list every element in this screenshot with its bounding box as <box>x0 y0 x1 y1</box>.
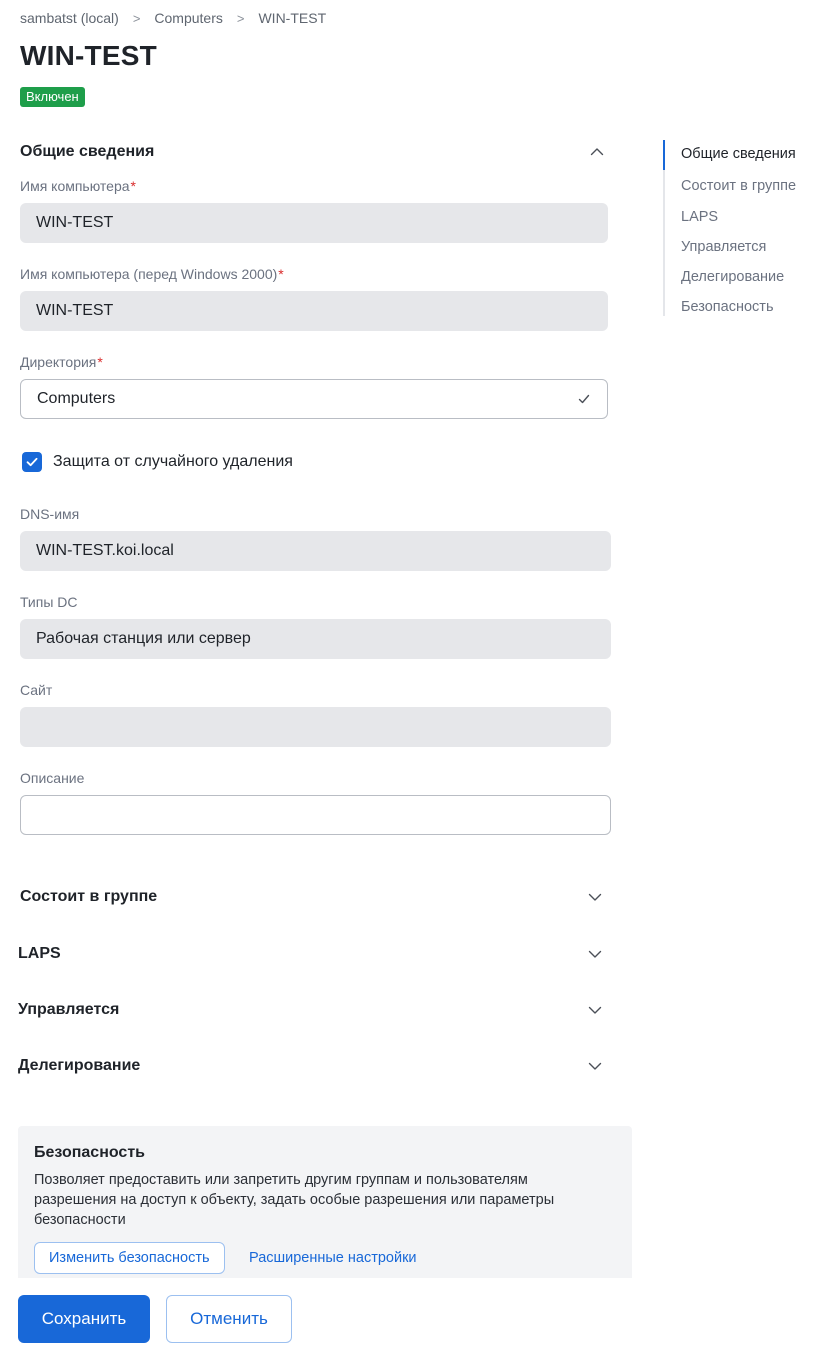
dc-types-field[interactable]: Рабочая станция или сервер <box>20 619 611 659</box>
section-managed-by-title: Управляется <box>18 1001 120 1018</box>
save-button[interactable]: Сохранить <box>18 1295 150 1343</box>
section-managed-by-header[interactable] <box>18 998 602 1022</box>
dc-types-label: Типы DC <box>20 594 78 610</box>
toc-item-delegation[interactable]: Делегирование <box>681 269 785 285</box>
dns-name-field[interactable]: WIN-TEST.koi.local <box>20 531 611 571</box>
checkmark-icon <box>25 455 39 469</box>
section-member-of-title: Состоит в группе <box>20 888 158 905</box>
breadcrumb-item-computers[interactable]: Computers <box>154 10 223 26</box>
change-security-button[interactable]: Изменить безопасность <box>34 1242 225 1274</box>
toc-item-member-of[interactable]: Состоит в группе <box>681 178 797 194</box>
toc-item-security[interactable]: Безопасность <box>681 299 774 315</box>
section-general-title: Общие сведения <box>20 143 155 160</box>
security-panel <box>18 1126 632 1278</box>
security-title: Безопасность <box>34 1144 145 1161</box>
section-general-header[interactable] <box>20 140 604 164</box>
section-delegation-title: Делегирование <box>18 1057 141 1074</box>
chevron-down-icon <box>588 890 602 904</box>
chevron-up-icon <box>590 145 604 159</box>
required-marker: * <box>97 354 103 370</box>
section-delegation-header[interactable] <box>18 1054 602 1078</box>
computer-name-field[interactable]: WIN-TEST <box>20 203 608 243</box>
site-label: Сайт <box>20 682 53 698</box>
breadcrumb-separator: > <box>236 10 245 26</box>
required-marker: * <box>130 178 136 194</box>
description-label: Описание <box>20 770 85 786</box>
breadcrumb-item-domain[interactable]: sambatst (local) <box>20 10 119 26</box>
section-member-of-header[interactable] <box>20 884 602 910</box>
protection-checkbox-row[interactable] <box>22 452 293 472</box>
dns-name-label: DNS-имя <box>20 506 80 522</box>
chevron-down-icon <box>588 1059 602 1073</box>
directory-select[interactable] <box>20 379 608 419</box>
required-marker: * <box>278 266 284 282</box>
section-laps-title: LAPS <box>18 945 61 962</box>
table-of-contents <box>663 140 813 316</box>
directory-select-value: Computers <box>37 390 116 407</box>
toc-active-indicator <box>663 140 665 170</box>
site-field[interactable] <box>20 707 611 747</box>
computer-name-pre2000-field[interactable]: WIN-TEST <box>20 291 608 331</box>
protection-checkbox-label: Защита от случайного удаления <box>53 453 293 470</box>
computer-name-label: Имя компьютера* <box>20 178 136 194</box>
description-input[interactable] <box>20 795 611 835</box>
breadcrumb-separator: > <box>132 10 141 26</box>
status-badge: Включен <box>20 87 85 107</box>
directory-label: Директория* <box>20 354 103 370</box>
chevron-down-icon <box>588 1003 602 1017</box>
toc-item-laps[interactable]: LAPS <box>681 209 719 225</box>
toc-item-general[interactable]: Общие сведения <box>681 146 796 162</box>
security-description: Позволяет предоставить или запретить другим группам и пользователям разрешения на доступ к объекту, задать особые разрешения или параметры безопасности <box>34 1172 555 1228</box>
section-laps-header[interactable] <box>18 942 602 966</box>
breadcrumb-item-current: WIN-TEST <box>258 10 327 26</box>
breadcrumb <box>20 10 326 26</box>
advanced-settings-link[interactable]: Расширенные настройки <box>249 1250 417 1266</box>
page-title: WIN-TEST <box>20 40 157 71</box>
check-icon <box>577 392 591 406</box>
toc-item-managed-by[interactable]: Управляется <box>681 239 767 255</box>
protection-checkbox[interactable] <box>22 452 42 472</box>
chevron-down-icon <box>588 947 602 961</box>
cancel-button[interactable]: Отменить <box>166 1295 292 1343</box>
computer-name-pre2000-label: Имя компьютера (перед Windows 2000)* <box>20 266 284 282</box>
